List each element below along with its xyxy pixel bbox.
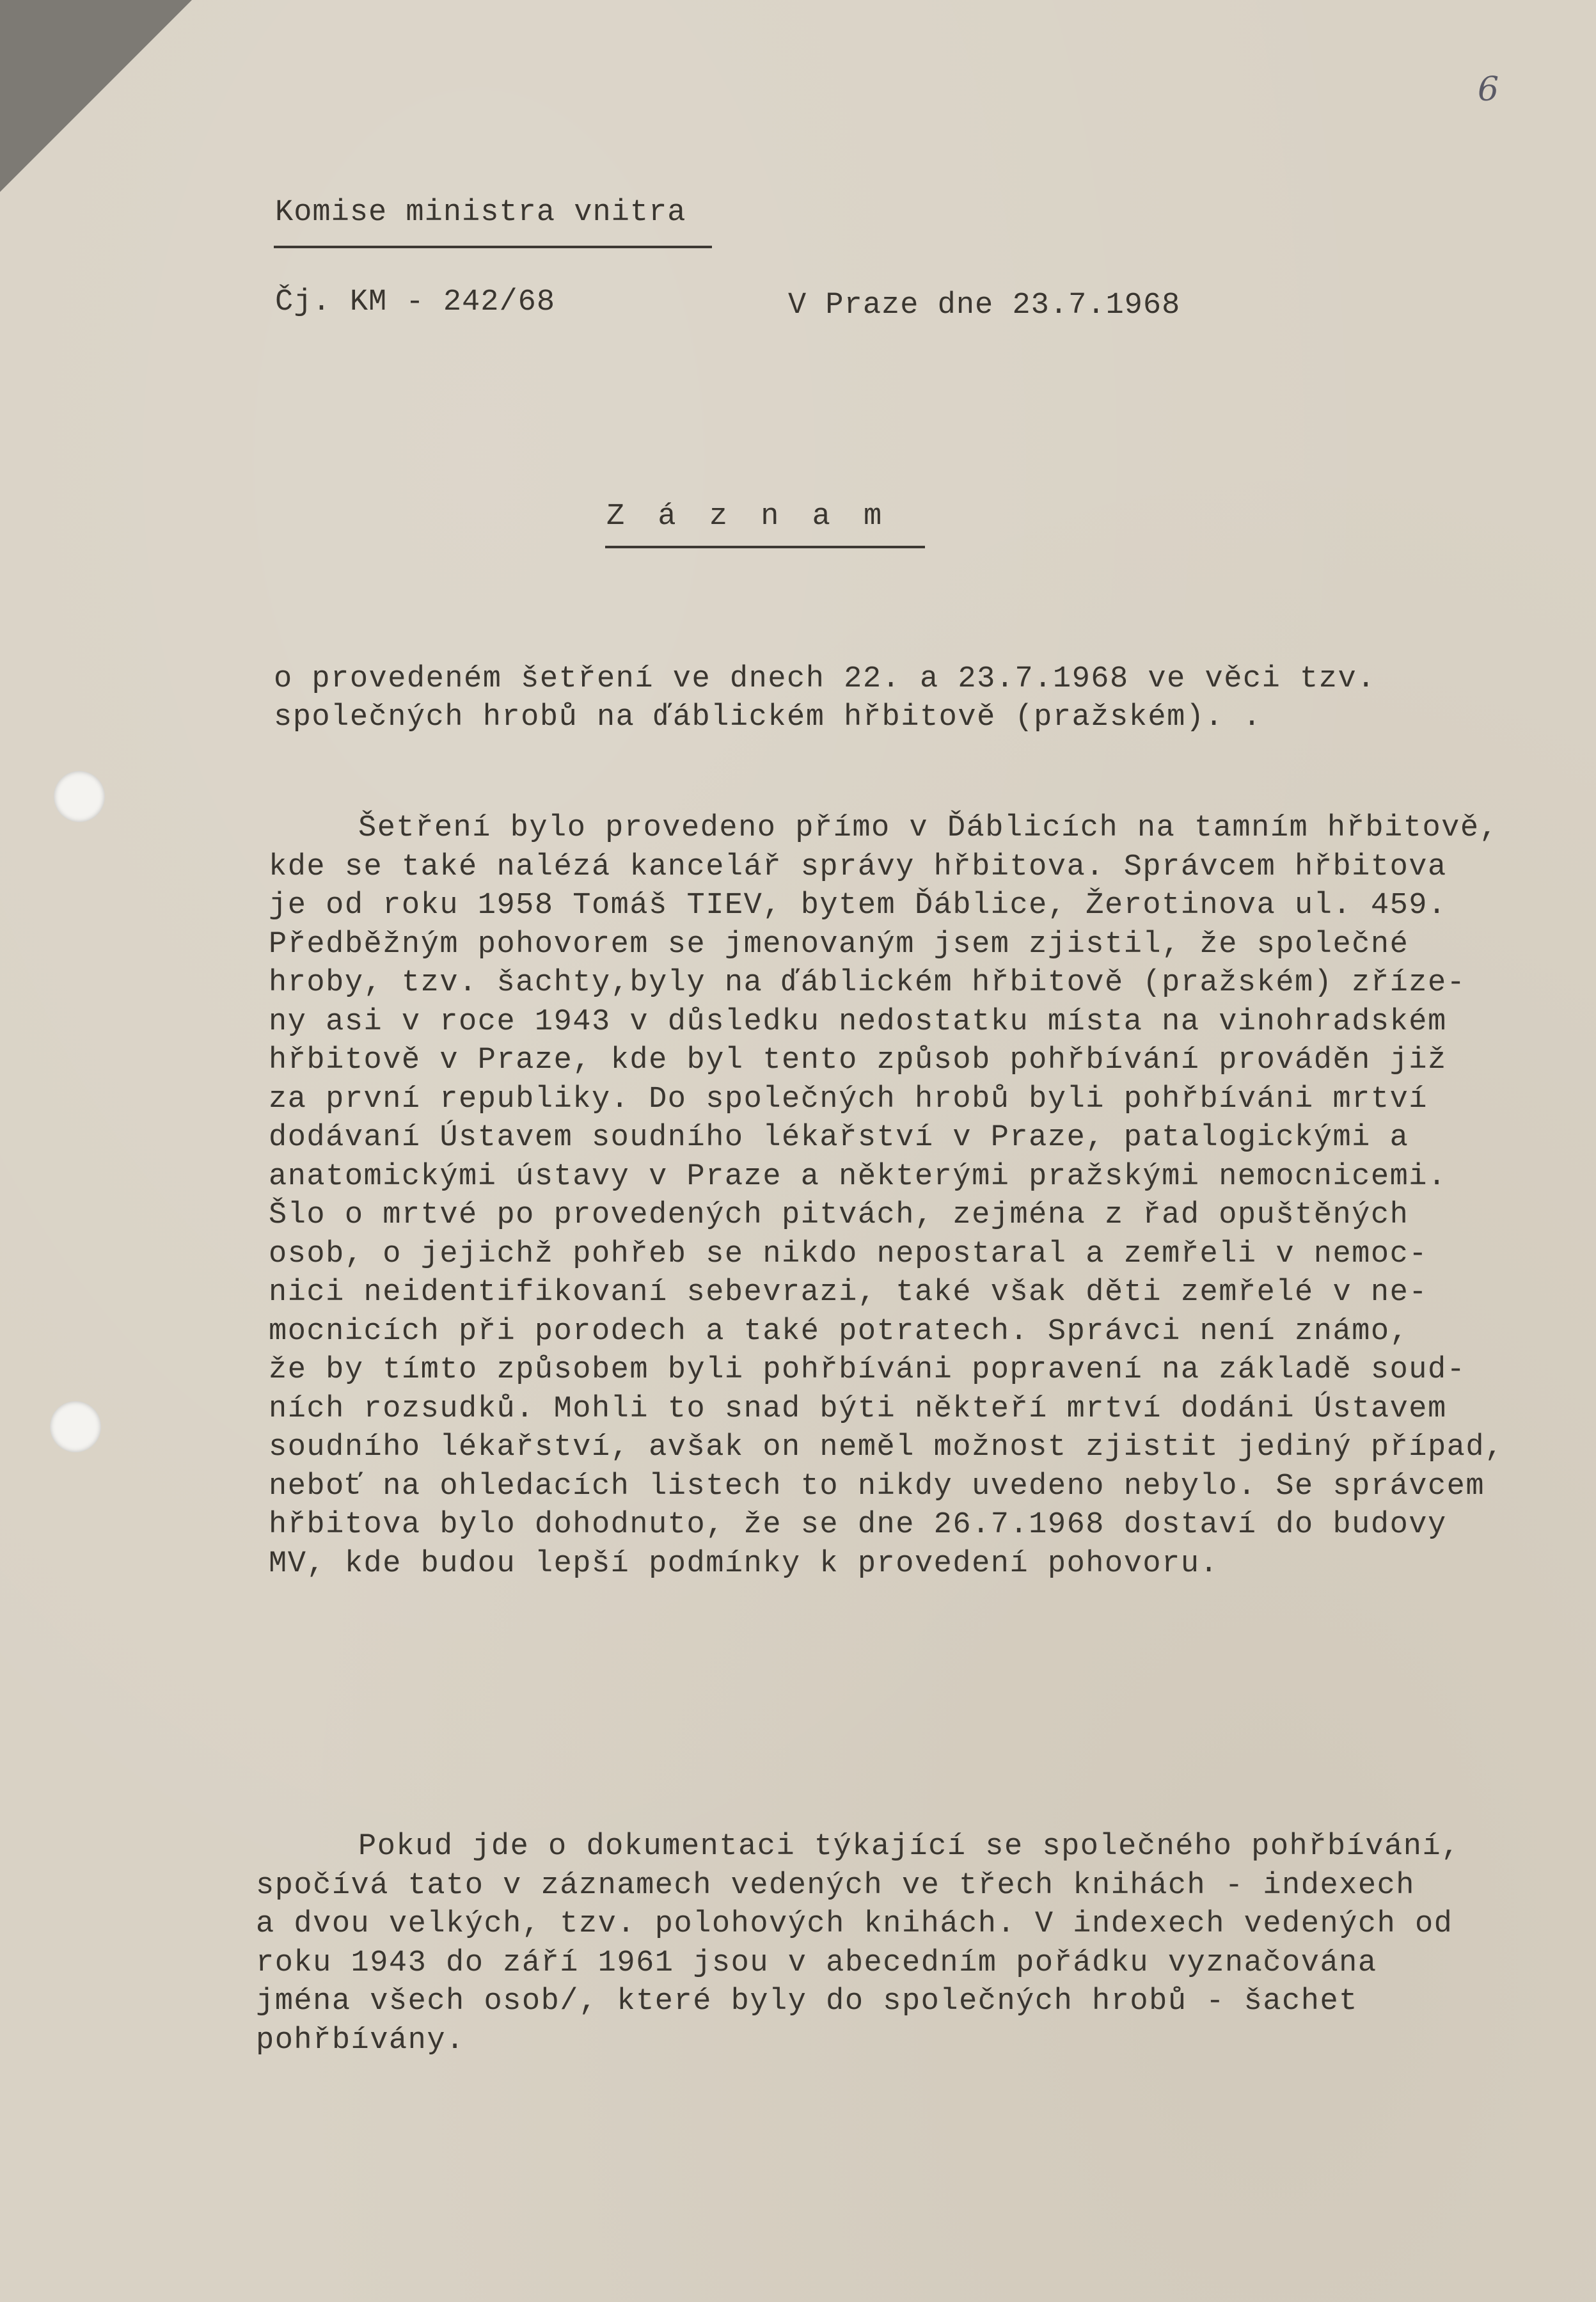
text-line: je od roku 1958 Tomáš TIEV, bytem Ďáblice, Žerotinova ul. 459. — [269, 889, 1447, 923]
punch-hole-bottom — [50, 1401, 101, 1452]
organization-heading: Komise ministra vnitra — [275, 196, 686, 230]
text-line: společných hrobů na ďáblickém hřbitově (pražském). . — [274, 701, 1262, 734]
text-line: neboť na ohledacích listech to nikdy uvedeno nebylo. Se správcem — [269, 1469, 1485, 1504]
text-line: nici neidentifikovaní sebevrazi, také však děti zemřelé v ne- — [269, 1276, 1428, 1310]
text-line: hřbitova bylo dohodnuto, že se dne 26.7.1968 dostaví do budovy — [269, 1508, 1447, 1542]
place-and-date: V Praze dne 23.7.1968 — [788, 289, 1181, 322]
text-line: za první republiky. Do společných hrobů byli pohřbíváni mrtví — [269, 1082, 1428, 1116]
text-line: anatomickými ústavy v Praze a některými pražskými nemocnicemi. — [269, 1159, 1447, 1194]
text-line: hřbitově v Praze, kde byl tento způsob pohřbívání prováděn již — [269, 1044, 1447, 1077]
text-line: Předběžným pohovorem se jmenovaným jsem zjistil, že společné — [269, 927, 1409, 962]
text-line: Šlo o mrtvé po provedených pitvách, zejména z řad opuštěných — [269, 1198, 1409, 1232]
text-line: osob, o jejichž pohřeb se nikdo nepostaral a zemřeli v nemoc- — [269, 1237, 1428, 1271]
text-line: MV, kde budou lepší podmínky k provedení pohovoru. — [269, 1546, 1219, 1581]
text-line: ních rozsudků. Mohli to snad býti někteří mrtví dodáni Ústavem — [269, 1392, 1447, 1426]
text-line: spočívá tato v záznamech vedených ve třech knihách - indexech — [256, 1868, 1415, 1903]
text-line: dodávaní Ústavem soudního lékařství v Praze, patalogickými a — [269, 1121, 1409, 1155]
document-title: Z á z n a m — [606, 500, 890, 534]
organization-underline — [274, 246, 712, 248]
text-line: o provedeném šetření ve dnech 22. a 23.7.1968 ve věci tzv. — [274, 662, 1376, 696]
text-line: mocnicích při porodech a také potratech. Správci není známo, — [269, 1314, 1409, 1349]
text-line: kde se také nalézá kancelář správy hřbitova. Správcem hřbitova — [269, 850, 1447, 884]
text-line: a dvou velkých, tzv. polohových knihách. V indexech vedených od — [256, 1907, 1453, 1941]
text-line: soudního lékařství, avšak on neměl možnost zjistit jediný případ, — [269, 1431, 1504, 1465]
folded-corner — [0, 0, 192, 192]
text-line: pohřbívány. — [256, 2023, 465, 2058]
text-line: že by tímto způsobem byli pohřbíváni popravení na základě soud- — [269, 1353, 1466, 1387]
reference-number: Čj. KM - 242/68 — [275, 285, 556, 319]
text-line: Šetření bylo provedeno přímo v Ďáblicích na tamním hřbitově, — [358, 811, 1499, 845]
title-underline — [605, 546, 925, 548]
punch-hole-top — [54, 771, 105, 822]
handwritten-page-number: 6 — [1478, 70, 1499, 109]
text-line: roku 1943 do září 1961 jsou v abecedním pořádku vyznačována — [256, 1946, 1377, 1980]
text-line: Pokud jde o dokumentaci týkající se společného pohřbívání, — [358, 1830, 1460, 1864]
text-line: hroby, tzv. šachty,byly na ďáblickém hřbitově (pražském) zříze- — [269, 966, 1466, 1000]
text-line: ny asi v roce 1943 v důsledku nedostatku místa na vinohradském — [269, 1004, 1447, 1039]
text-line: jména všech osob/, které byly do společných hrobů - šachet — [256, 1985, 1358, 2019]
